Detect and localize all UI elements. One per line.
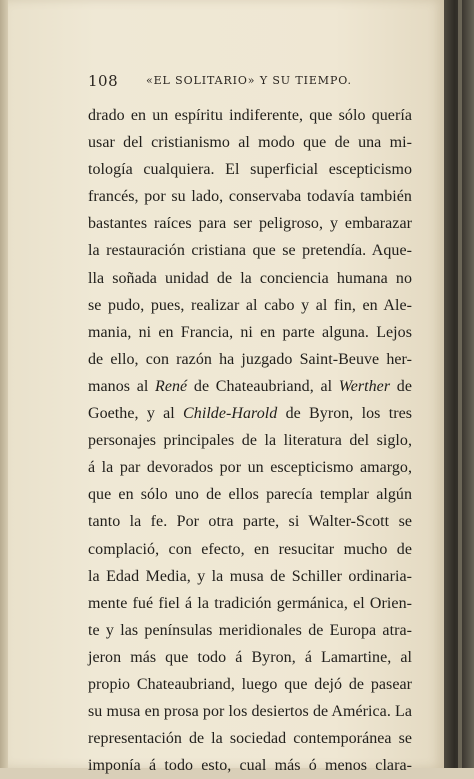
spine-highlight <box>458 0 462 768</box>
italic-title-rene: René <box>155 377 188 395</box>
text-line: la Edad Media, y la musa de Schiller ordinaria- <box>88 567 412 585</box>
text-line: manos al René de Chateaubriand, al Werther de <box>88 377 412 395</box>
text-line: usar del cristianismo al modo que de una mi- <box>88 134 412 152</box>
text-line: francés, por su lado, conservaba todavía también <box>88 188 412 206</box>
italic-title-werther: Werther <box>338 377 391 395</box>
text-line: jeron más que todo á Byron, á Lamartine, al <box>88 648 412 666</box>
text-line: de ello, con razón ha juzgado Saint-Beuve her- <box>88 350 412 368</box>
text-line: su musa en prosa por los desiertos de América. La <box>88 703 412 721</box>
text-line: que en sólo uno de ellos parecía templar algún <box>88 486 412 504</box>
text-line: imponía á todo esto, cual más ó menos clara- <box>88 757 412 775</box>
text-line: te y las penínsulas meridionales de Europa atra- <box>88 621 412 639</box>
text-line: complació, con efecto, en resucitar mucho de <box>88 540 412 558</box>
text-line: se pudo, pues, realizar al cabo y al fin, en Ale- <box>88 296 412 314</box>
page-header <box>88 72 418 94</box>
text-line: propio Chateaubriand, luego que dejó de pasear <box>88 675 412 693</box>
text-line: Goethe, y al Childe-Harold de Byron, los tres <box>88 405 413 423</box>
running-head: «EL SOLITARIO» Y SU TIEMPO. <box>146 74 352 87</box>
text-line: mania, ni en Francia, ni en parte alguna. Lejos <box>88 323 412 341</box>
page-number: 108 <box>88 72 119 90</box>
text-line: á la par devorados por un escepticismo amargo, <box>88 459 412 477</box>
text-line: representación de la sociedad contemporánea se <box>88 730 412 748</box>
body-text <box>88 102 412 779</box>
page-left-edge <box>0 0 8 768</box>
text-line: tanto la fe. Por otra parte, si Walter-Scott se <box>88 513 412 531</box>
text-line: drado en un espíritu indiferente, que sólo quería <box>88 107 412 124</box>
text-line: lla soñada unidad de la conciencia humana no <box>88 269 412 287</box>
text-line: personajes principales de la literatura del siglo, <box>88 432 412 450</box>
italic-title-childe-harold: Childe-Harold <box>183 405 278 423</box>
text-line: bastantes raíces para ser peligroso, y embarazar <box>88 215 412 233</box>
text-line: tología cualquiera. El superficial escepticismo <box>88 161 412 179</box>
text-line: mente fué fiel á la tradición germánica, el Orien- <box>88 594 412 612</box>
text-line: la restauración cristiana que se pretendía. Aque- <box>88 242 412 260</box>
